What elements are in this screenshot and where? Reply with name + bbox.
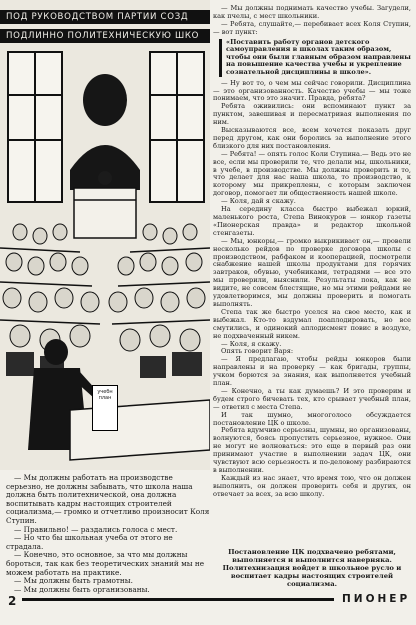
curriculum-board	[92, 385, 118, 431]
paragraph: — Мы должны быть грамотны.	[14, 576, 133, 586]
board-label-1: учебн	[97, 389, 113, 395]
paragraph: Ребята оживились: они вспоминают пункт за пунктом, завешивая и пересматривая выполнения по ним.	[213, 102, 411, 127]
paragraph: — Правильно! — раздались голоса с мест.	[14, 524, 178, 534]
paragraph: На середину класса быстро выбежал юркий, маленького роста, Степа Винокуров — юнкор газеты «Пионерская правда» и редактор школьной стенгазеты.	[213, 205, 411, 237]
left-column-text	[6, 474, 210, 594]
banner-line-1: ПОД РУКОВОДСТВОМ ПАРТИИ СОЗД	[0, 10, 210, 24]
paragraph: — Конечно, это основное, за что мы должны бороться, так как без теоретических знаний мы не можем работать на практике.	[6, 550, 205, 577]
resolution-quote	[219, 39, 411, 77]
paragraph: — Но что бы школьная учеба от этого не страдала.	[6, 533, 173, 551]
magazine-name: ПИОНЕР	[342, 593, 411, 605]
closing-line: Политехнизация войдет в школьное русло и воспитает кадры настоящих строителей социализма.	[222, 564, 402, 588]
paragraph: — Мы должны работать на производстве серьезно, не должны забывать, что школа наша должна быть политехнической, она должна воспитывать кадры настоящих строителей социализма,— громко и отчетливо произносит Коля Ступин.	[6, 473, 210, 525]
paragraph: — Мы, юнкоры,— громко выкрикивает он,— провели несколько рейдов по проверке договора школы с производством, рабфаком и кооперацией, посмотрели снабжение нашей школы продуктами для горячих завтраков, обувью, учебниками, тетрадями — все это мы проверили, выяснили. Результаты пока, как не видите, не совсем блестящие, но мы этими рейдами не удовлетворимся, мы должны проверить и помогать выполнять.	[213, 236, 411, 308]
paragraph: Каждый из нас знает, что время тою, что он должен выполнить, он должен проверить себя и других, он отвечает за всех, за всю школу.	[213, 473, 411, 498]
paragraph: — Ну вот то, о чем мы сейчас говорили. Дисциплина — это организованность. Качество учебы — мы тоже понимаем, что это значит. Правда, ребята?	[213, 78, 411, 103]
paragraph: — Ребята, слушайте,— перебивает всех Коля Ступин,— вот пункт:	[213, 19, 411, 36]
paragraph: — Ребята! — опять голос Коли Ступина.— Ведь это не все, если мы проверили те, что делали мы, школьники, в учебе, в производстве. Мы должны проверить и то, что делает для нас наша школа, то производство, к которому мы прикреплены, с которым заключен договор, помогает ли общественность нашей школе.	[213, 149, 411, 198]
page-number: 2	[8, 594, 17, 608]
paragraph: Ребята вдумчиво серьезны, шумны, но организованы, волнуются, боясь пропустить серьезное, нужное. Они не могут не волноваться: это еще в первый раз они принимают участие в выполнении задач ЦК, они чувствуют всю серьезность и по-деловому разбираются в выполнении.	[213, 426, 411, 474]
paragraph: И так шумно, многоголосо обсуждается постановление ЦК о школе.	[213, 410, 411, 427]
paragraph: — Я предлагаю, чтобы рейды юнкоров были направлены и на проверку — как бригады, группы, учком борются за знания, как выполняется учебный план.	[213, 355, 411, 388]
paragraph: — Коля, я скажу.	[221, 339, 282, 348]
paragraph: — Мы должны поднимать качество учебы. Загудели, как пчелы, с мест школьники.	[213, 4, 411, 20]
paragraph: — Коля, дай я скажу.	[221, 197, 296, 206]
paragraph: — Мы должны быть организованы.	[14, 584, 150, 594]
window-left	[8, 52, 62, 202]
closing-statement	[213, 548, 411, 588]
board-label-2: план	[98, 395, 112, 401]
closing-line: Постановление ЦК подхвачено ребятами, выполняется и выполнится наверняка.	[228, 548, 396, 564]
speaker-figure	[98, 171, 112, 185]
quote-text: «Поставить работу органов детского самоуправления в школах таким образом, чтобы они были главным образом направлены на повышение качества учебы и укрепление сознательной дисциплины в школе».	[226, 37, 411, 76]
window-right	[150, 52, 204, 202]
classroom-illustration	[0, 0, 210, 470]
banner-line-2: ПОДЛИННО ПОЛИТЕХНИЧЕСКУЮ ШКО	[0, 29, 210, 43]
paragraph: Высказываются все, всем хочется показать друг перед другом, как они боролись за выполнение этого близкого для них постановления.	[213, 126, 411, 150]
teacher-table	[70, 400, 210, 460]
footer-rule	[22, 598, 334, 601]
podium	[74, 188, 136, 238]
right-column-text	[213, 5, 411, 499]
paragraph: Опять говорит Варя:	[221, 347, 294, 356]
paragraph: Степа так же быстро уселся на свое место, как и выбежал. Кто-то вздумал поаплодировать, но все смутились, и одинокий аплодисмент повис в воздухе, не подхваченный никем.	[213, 307, 411, 340]
paragraph: — Конечно, а ты как думаешь? И это проверим и будем строго бичевать тех, кто срывает учебный план,— ответил с места Степа.	[213, 386, 411, 411]
